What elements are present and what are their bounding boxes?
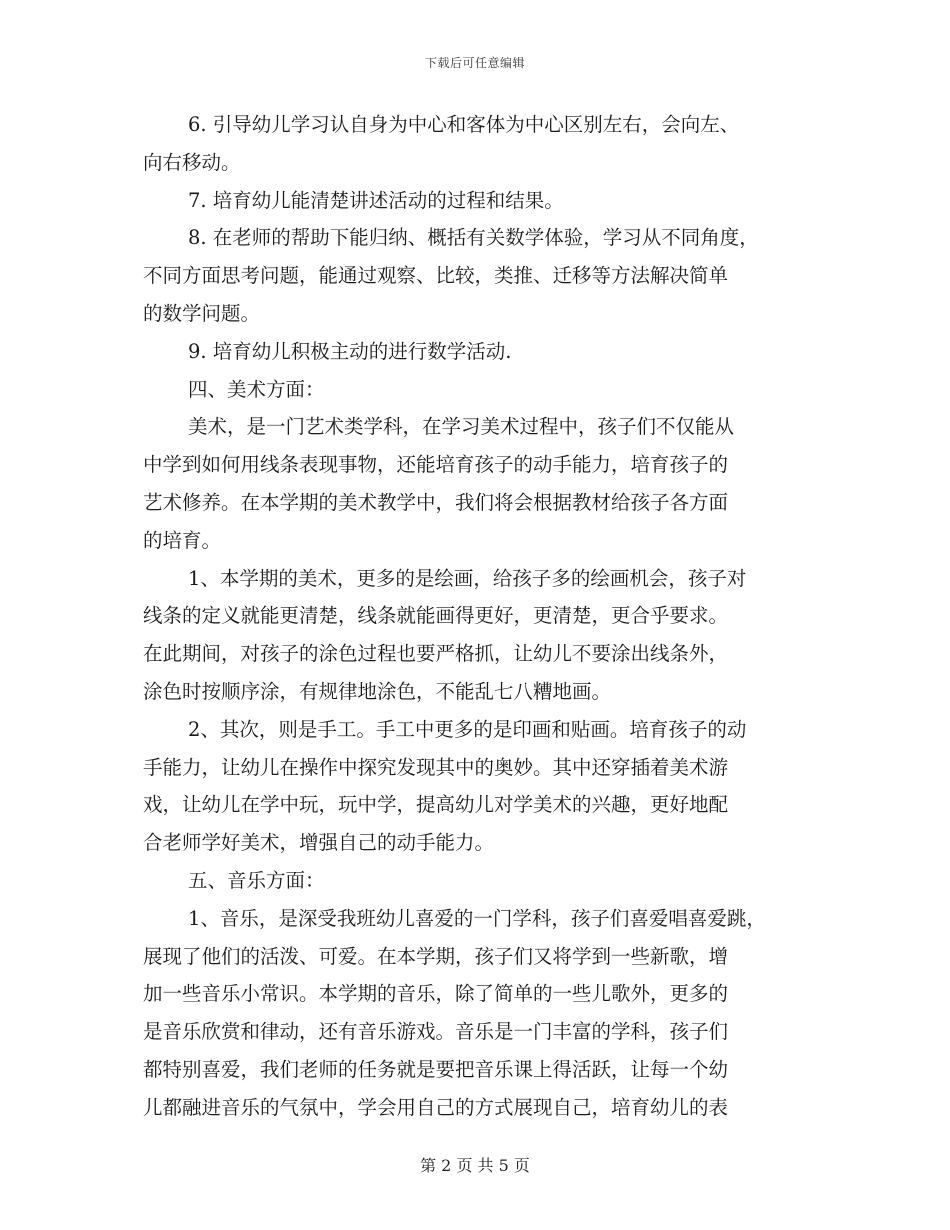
text-line: 在此期间，对孩子的涂色过程也要严格抓，让幼儿不要涂出线条外， [143,642,729,666]
text-line: 手能力，让幼儿在操作中探究发现其中的奥妙。其中还穿插着美术游 [143,755,729,779]
text-line: 向右移动。 [143,150,241,174]
text-line: 中学到如何用线条表现事物，还能培育孩子的动手能力，培育孩子的 [143,453,729,477]
text-line: 戏，让幼儿在学中玩，玩中学，提高幼儿对学美术的兴趣，更好地配 [143,793,729,817]
text-line: 都特别喜爱，我们老师的任务就是要把音乐课上得活跃，让每一个幼 [143,1057,729,1081]
page-footer: 第 2 页 共 5 页 [420,1156,530,1175]
text-line: 的数学问题。 [143,301,261,325]
text-line: 涂色时按顺序涂，有规律地涂色，不能乱七八糟地画。 [143,679,612,703]
text-line: 五、音乐方面： [188,868,325,892]
text-line: 合老师学好美术，增强自己的动手能力。 [143,831,495,855]
text-line: 美术，是一门艺术类学科，在学习美术过程中，孩子们不仅能从 [188,415,735,439]
text-line: 2、其次，则是手工。手工中更多的是印画和贴画。培育孩子的动 [188,717,747,741]
text-line: 线条的定义就能更清楚，线条就能画得更好，更清楚，更合乎要求。 [143,604,729,628]
text-line: 的培育。 [143,528,222,552]
text-line: 9. 培育幼儿积极主动的进行数学活动. [188,339,512,363]
text-line: 展现了他们的活泼、可爱。在本学期，孩子们又将学到一些新歌，增 [143,944,729,968]
text-line: 1、本学期的美术，更多的是绘画，给孩子多的绘画机会，孩子对 [188,566,747,590]
text-line: 加一些音乐小常识。本学期的音乐，除了简单的一些儿歌外，更多的 [143,982,729,1006]
text-line: 艺术修养。在本学期的美术教学中，我们将会根据教材给孩子各方面 [143,490,729,514]
text-line: 7. 培育幼儿能清楚讲述活动的过程和结果。 [188,188,564,212]
text-line: 四、美术方面： [188,377,325,401]
text-line: 儿都融进音乐的气氛中，学会用自己的方式展现自己，培育幼儿的表 [143,1095,729,1119]
page-header: 下载后可任意编辑 [424,56,525,70]
text-line: 1、音乐，是深受我班幼儿喜爱的一门学科，孩子们喜爱唱喜爱跳， [188,906,766,930]
document-body [143,106,823,1127]
text-line: 是音乐欣赏和律动，还有音乐游戏。音乐是一门丰富的学科，孩子们 [143,1020,729,1044]
text-line: 不同方面思考问题，能通过观察、比较，类推、迁移等方法解决简单 [143,264,729,288]
text-line: 6. 引导幼儿学习认自身为中心和客体为中心区别左右，会向左、 [188,113,740,136]
text-line: 8. 在老师的帮助下能归纳、概括有关数学体验，学习从不同角度， [188,226,759,250]
